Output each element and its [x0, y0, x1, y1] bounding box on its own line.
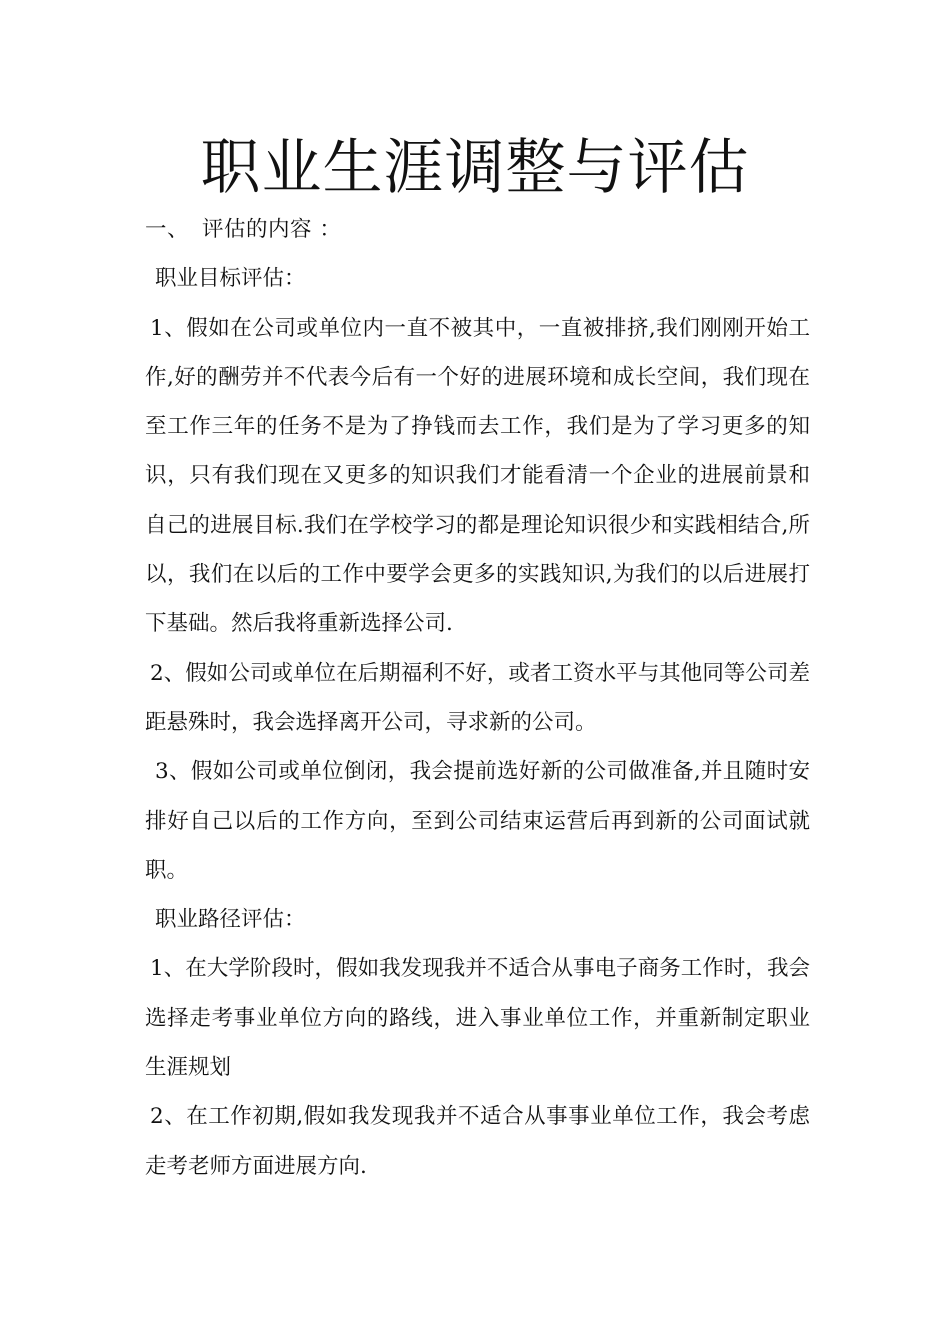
goal-paragraph-1: 1、假如在公司或单位内一直不被其中，一直被排挤,我们刚刚开始工作,好的酬劳并不代表今后有一个好的进展环境和成长空间，我们现在至工作三年的任务不是为了挣钱而去工作，我们是为了学习更多的知识，只有我们现在又更多的知识我们才能看清一个企业的进展前景和自己的进展目标.我们在学校学习的都是理论知识很少和实践相结合,所以，我们在以后的工作中要学会更多的实践知识,为我们的以后进展打下基础。然后我将重新选择公司.	[145, 315, 810, 637]
subsection-heading-path: 职业路径评估：	[155, 907, 306, 933]
section-number: 一、	[145, 217, 190, 242]
document-title: 职业生涯调整与评估	[200, 133, 750, 203]
path-paragraph-2: 2、在工作初期,假如我发现我并不适合从事事业单位工作，我会考虑走考老师方面进展方向.	[145, 1104, 810, 1179]
section-heading	[145, 205, 810, 254]
section-heading-text: 评估的内容 ：	[202, 217, 342, 242]
path-paragraph-1: 1、在大学阶段时，假如我发现我并不适合从事电子商务工作时，我会选择走考事业单位方向的路线，进入事业单位工作，并重新制定职业生涯规划	[145, 956, 810, 1081]
subsection-heading-goal: 职业目标评估：	[155, 266, 306, 292]
document-body	[145, 205, 810, 1191]
goal-paragraph-2: 2、假如公司或单位在后期福利不好，或者工资水平与其他同等公司差距悬殊时，我会选择离开公司，寻求新的公司。	[145, 660, 810, 735]
goal-paragraph-3: 3、假如公司或单位倒闭，我会提前选好新的公司做准备,并且随时安排好自己以后的工作方向，至到公司结束运营后再到新的公司面试就职。	[145, 759, 810, 883]
